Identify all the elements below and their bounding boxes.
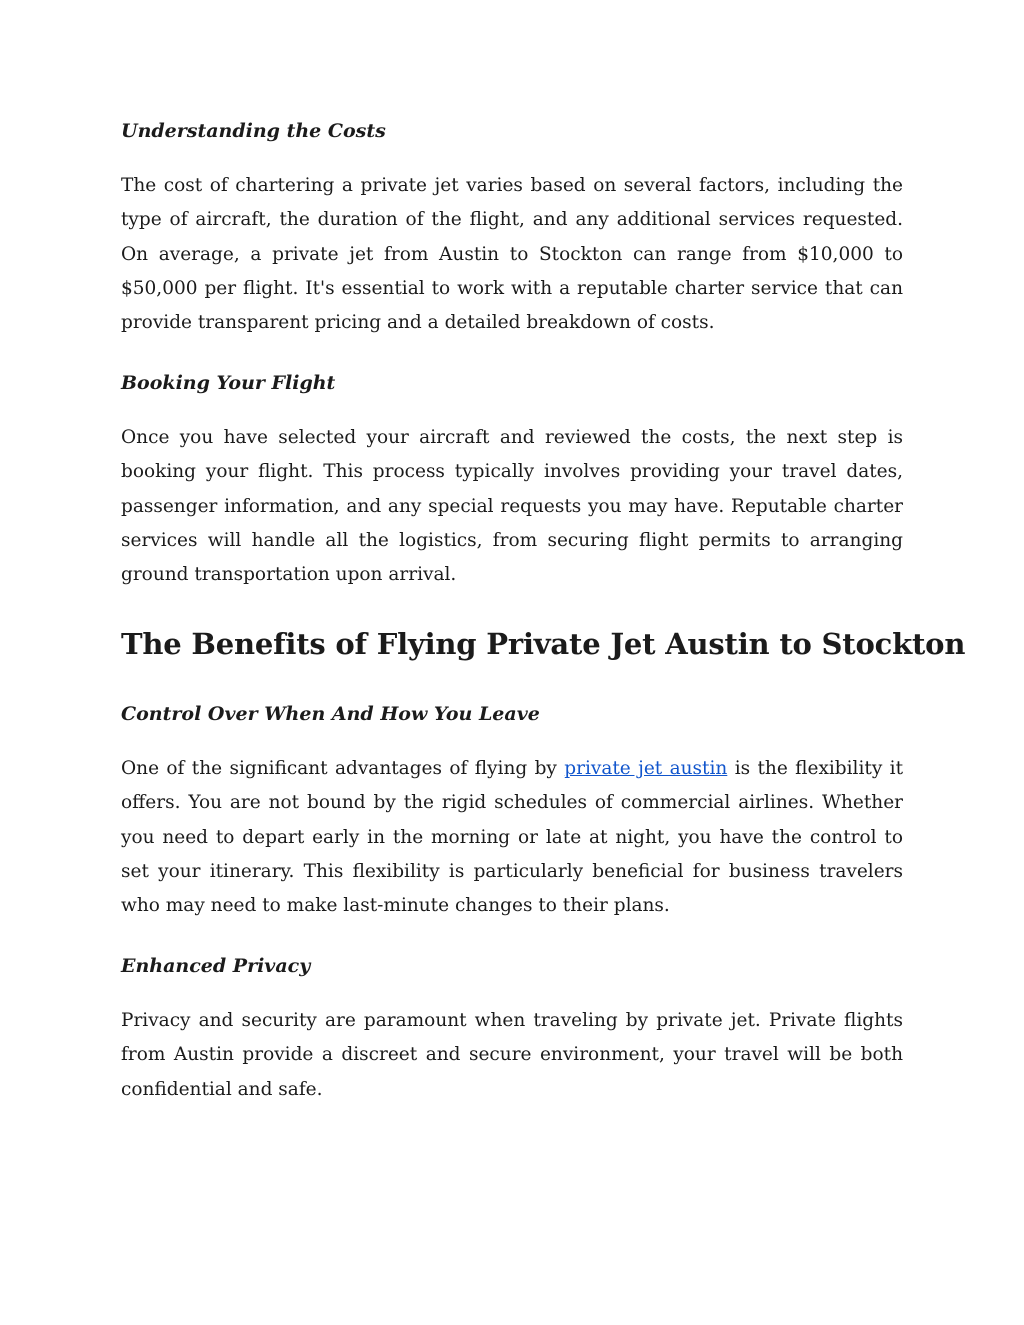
paragraph-costs: The cost of chartering a private jet varies based on several factors, including the type of aircraft, the duration of the flight, and any additional services requested. On average, a private jet from Austin to Stockton can range from $10,000 to $50,000 per flight. It's essential to work with a reputable charter service that can provide transparent pricing and a detailed breakdown of costs. (121, 175, 903, 334)
paragraph-control (121, 752, 903, 923)
heading-enhanced-privacy: Enhanced Privacy (121, 955, 311, 977)
paragraph-control-text-before-link: One of the significant advantages of flying by (121, 758, 565, 779)
heading-booking-your-flight: Booking Your Flight (121, 372, 336, 394)
private-jet-austin-link[interactable]: private jet austin (564, 758, 728, 779)
paragraph-control-text-after-link: is the flexibility it offers. You are not bound by the rigid schedules of commercial airlines. Whether you need to depart early in the morning or late at night, you have the control to set your itinerary. This flexibility is particularly beneficial for business travelers who may need to make last-minute changes to their plans. (121, 758, 903, 917)
heading-control-over-when-and-how: Control Over When And How You Leave (121, 703, 540, 725)
heading-understanding-the-costs: Understanding the Costs (121, 120, 386, 142)
section-title-benefits: The Benefits of Flying Private Jet Austin to Stockton (121, 627, 966, 661)
paragraph-booking: Once you have selected your aircraft and reviewed the costs, the next step is booking your flight. This process typically involves providing your travel dates, passenger information, and any special requests you may have. Reputable charter services will handle all the logistics, from securing flight permits to arranging ground transportation upon arrival. (121, 427, 903, 586)
paragraph-privacy: Privacy and security are paramount when traveling by private jet. Private flights from Austin provide a discreet and secure environment, your travel will be both confidential and safe. (121, 1010, 903, 1100)
